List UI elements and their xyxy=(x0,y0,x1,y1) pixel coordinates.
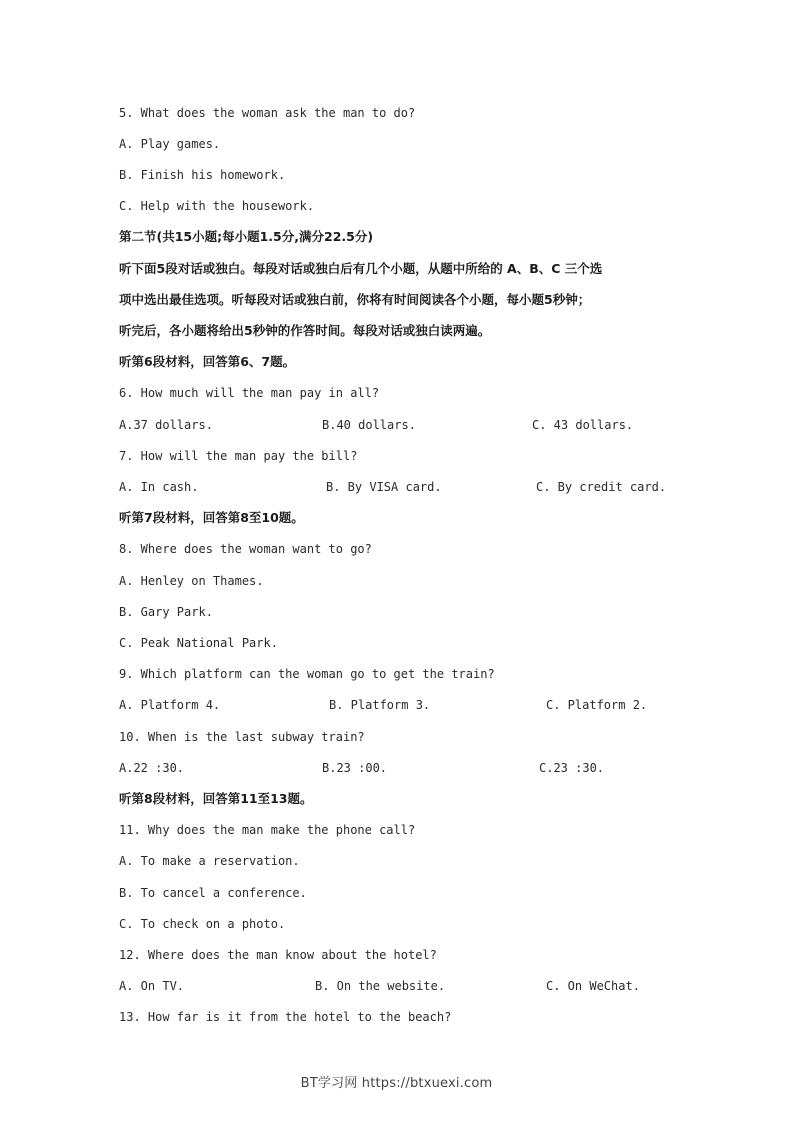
q5-option-a: A. Play games. xyxy=(119,137,221,151)
q9-option-b: B. Platform 3. xyxy=(329,698,431,712)
question-10: 10. When is the last subway train? xyxy=(119,730,365,744)
section-2-instruction-1: 听下面5段对话或独白。每段对话或独白后有几个小题，从题中所给的 A、B、C 三个选 xyxy=(119,261,603,276)
q7-option-c: C. By credit card. xyxy=(536,480,667,494)
page-footer: BT学习网 https://btxuexi.com xyxy=(300,1076,493,1091)
q10-option-b: B.23 :00. xyxy=(322,761,388,775)
q8-option-b: B. Gary Park. xyxy=(119,605,213,619)
q6-option-c: C. 43 dollars. xyxy=(532,418,634,432)
material-7-heading: 听第7段材料，回答第8至10题。 xyxy=(119,510,304,525)
q11-option-b: B. To cancel a conference. xyxy=(119,886,307,900)
q8-option-c: C. Peak National Park. xyxy=(119,636,278,650)
material-8-heading: 听第8段材料，回答第11至13题。 xyxy=(119,791,313,806)
question-7: 7. How will the man pay the bill? xyxy=(119,449,358,463)
q12-option-b: B. On the website. xyxy=(315,979,446,993)
question-9: 9. Which platform can the woman go to get the train? xyxy=(119,667,495,681)
q5-option-b: B. Finish his homework. xyxy=(119,168,286,182)
q9-option-c: C. Platform 2. xyxy=(546,698,648,712)
question-8: 8. Where does the woman want to go? xyxy=(119,542,372,556)
q9-option-a: A. Platform 4. xyxy=(119,698,221,712)
q6-option-b: B.40 dollars. xyxy=(322,418,416,432)
q5-option-c: C. Help with the housework. xyxy=(119,199,315,213)
q7-option-a: A. In cash. xyxy=(119,480,199,494)
q12-option-a: A. On TV. xyxy=(119,979,185,993)
q7-option-b: B. By VISA card. xyxy=(326,480,442,494)
question-13: 13. How far is it from the hotel to the beach? xyxy=(119,1010,452,1024)
question-5: 5. What does the woman ask the man to do? xyxy=(119,106,416,120)
question-11: 11. Why does the man make the phone call? xyxy=(119,823,416,837)
q6-option-a: A.37 dollars. xyxy=(119,418,213,432)
q10-option-c: C.23 :30. xyxy=(539,761,605,775)
q11-option-c: C. To check on a photo. xyxy=(119,917,286,931)
q10-option-a: A.22 :30. xyxy=(119,761,185,775)
q8-option-a: A. Henley on Thames. xyxy=(119,574,264,588)
section-2-instruction-2: 项中选出最佳选项。听每段对话或独白前，你将有时间阅读各个小题，每小题5秒钟； xyxy=(119,292,591,307)
q11-option-a: A. To make a reservation. xyxy=(119,854,300,868)
question-12: 12. Where does the man know about the hotel? xyxy=(119,948,437,962)
question-6: 6. How much will the man pay in all? xyxy=(119,386,380,400)
section-2-heading: 第二节(共15小题;每小题1.5分,满分22.5分) xyxy=(119,229,374,244)
section-2-instruction-3: 听完后，各小题将给出5秒钟的作答时间。每段对话或独白读两遍。 xyxy=(119,323,491,338)
material-6-heading: 听第6段材料，回答第6、7题。 xyxy=(119,354,296,369)
q12-option-c: C. On WeChat. xyxy=(546,979,640,993)
